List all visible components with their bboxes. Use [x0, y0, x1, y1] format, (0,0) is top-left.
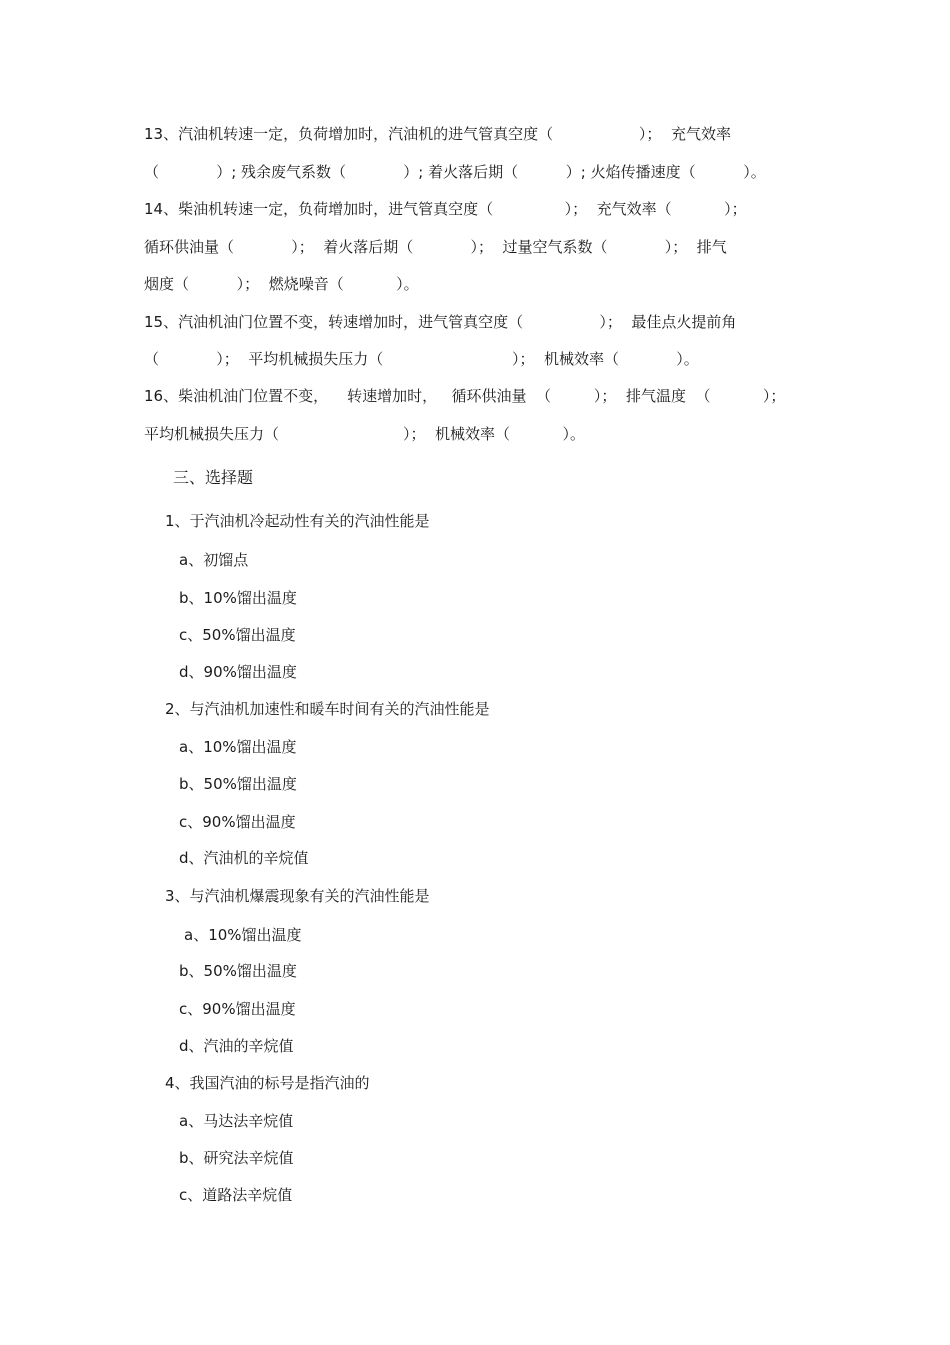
q14-line-3: 烟度（ ）； 燃烧噪音（ ）。 [144, 275, 419, 293]
question-1-stem: 1、于汽油机冷起动性有关的汽油性能是 [165, 512, 430, 530]
question-3-option-c: c、90%馏出温度 [179, 1000, 296, 1018]
question-1-option-d: d、90%馏出温度 [179, 663, 297, 681]
q14-line-1: 14、柴油机转速一定，负荷增加时，进气管真空度（ ）； 充气效率（ ）； [144, 200, 747, 218]
question-4-stem: 4、我国汽油的标号是指汽油的 [165, 1074, 370, 1092]
q16-line-2: 平均机械损失压力（ ）； 机械效率（ ）。 [144, 425, 585, 443]
q16-line-1: 16、柴油机油门位置不变， 转速增加时， 循环供油量 （ ）； 排气温度 （ ）； [144, 387, 786, 405]
question-4-option-c: c、道路法辛烷值 [179, 1186, 293, 1204]
question-4-option-a: a、马达法辛烷值 [179, 1112, 294, 1130]
question-1-option-a: a、初馏点 [179, 551, 249, 569]
question-3-option-d: d、汽油的辛烷值 [179, 1037, 294, 1055]
q13-line-1: 13、汽油机转速一定，负荷增加时，汽油机的进气管真空度（ ）； 充气效率 [144, 125, 731, 143]
section-title: 三、选择题 [173, 468, 254, 487]
question-2-option-d: d、汽油机的辛烷值 [179, 849, 309, 867]
question-3-option-a: a、10%馏出温度 [184, 926, 302, 944]
question-3-option-b: b、50%馏出温度 [179, 962, 297, 980]
question-1-option-c: c、50%馏出温度 [179, 626, 296, 644]
q14-line-2: 循环供油量（ ）； 着火落后期（ ）； 过量空气系数（ ）； 排气 [144, 238, 727, 256]
q13-line-2: （ ）; 残余废气系数（ ）; 着火落后期（ ）; 火焰传播速度（ ）。 [144, 163, 766, 181]
question-2-option-a: a、10%馏出温度 [179, 738, 297, 756]
question-4-option-b: b、研究法辛烷值 [179, 1149, 294, 1167]
question-2-option-c: c、90%馏出温度 [179, 813, 296, 831]
question-1-option-b: b、10%馏出温度 [179, 589, 297, 607]
q15-line-1: 15、汽油机油门位置不变，转速增加时，进气管真空度（ ）； 最佳点火提前角 [144, 313, 737, 331]
question-2-stem: 2、与汽油机加速性和暖车时间有关的汽油性能是 [165, 700, 490, 718]
q15-line-2: （ ）； 平均机械损失压力（ ）； 机械效率（ ）。 [144, 350, 699, 368]
question-3-stem: 3、与汽油机爆震现象有关的汽油性能是 [165, 887, 430, 905]
question-2-option-b: b、50%馏出温度 [179, 775, 297, 793]
